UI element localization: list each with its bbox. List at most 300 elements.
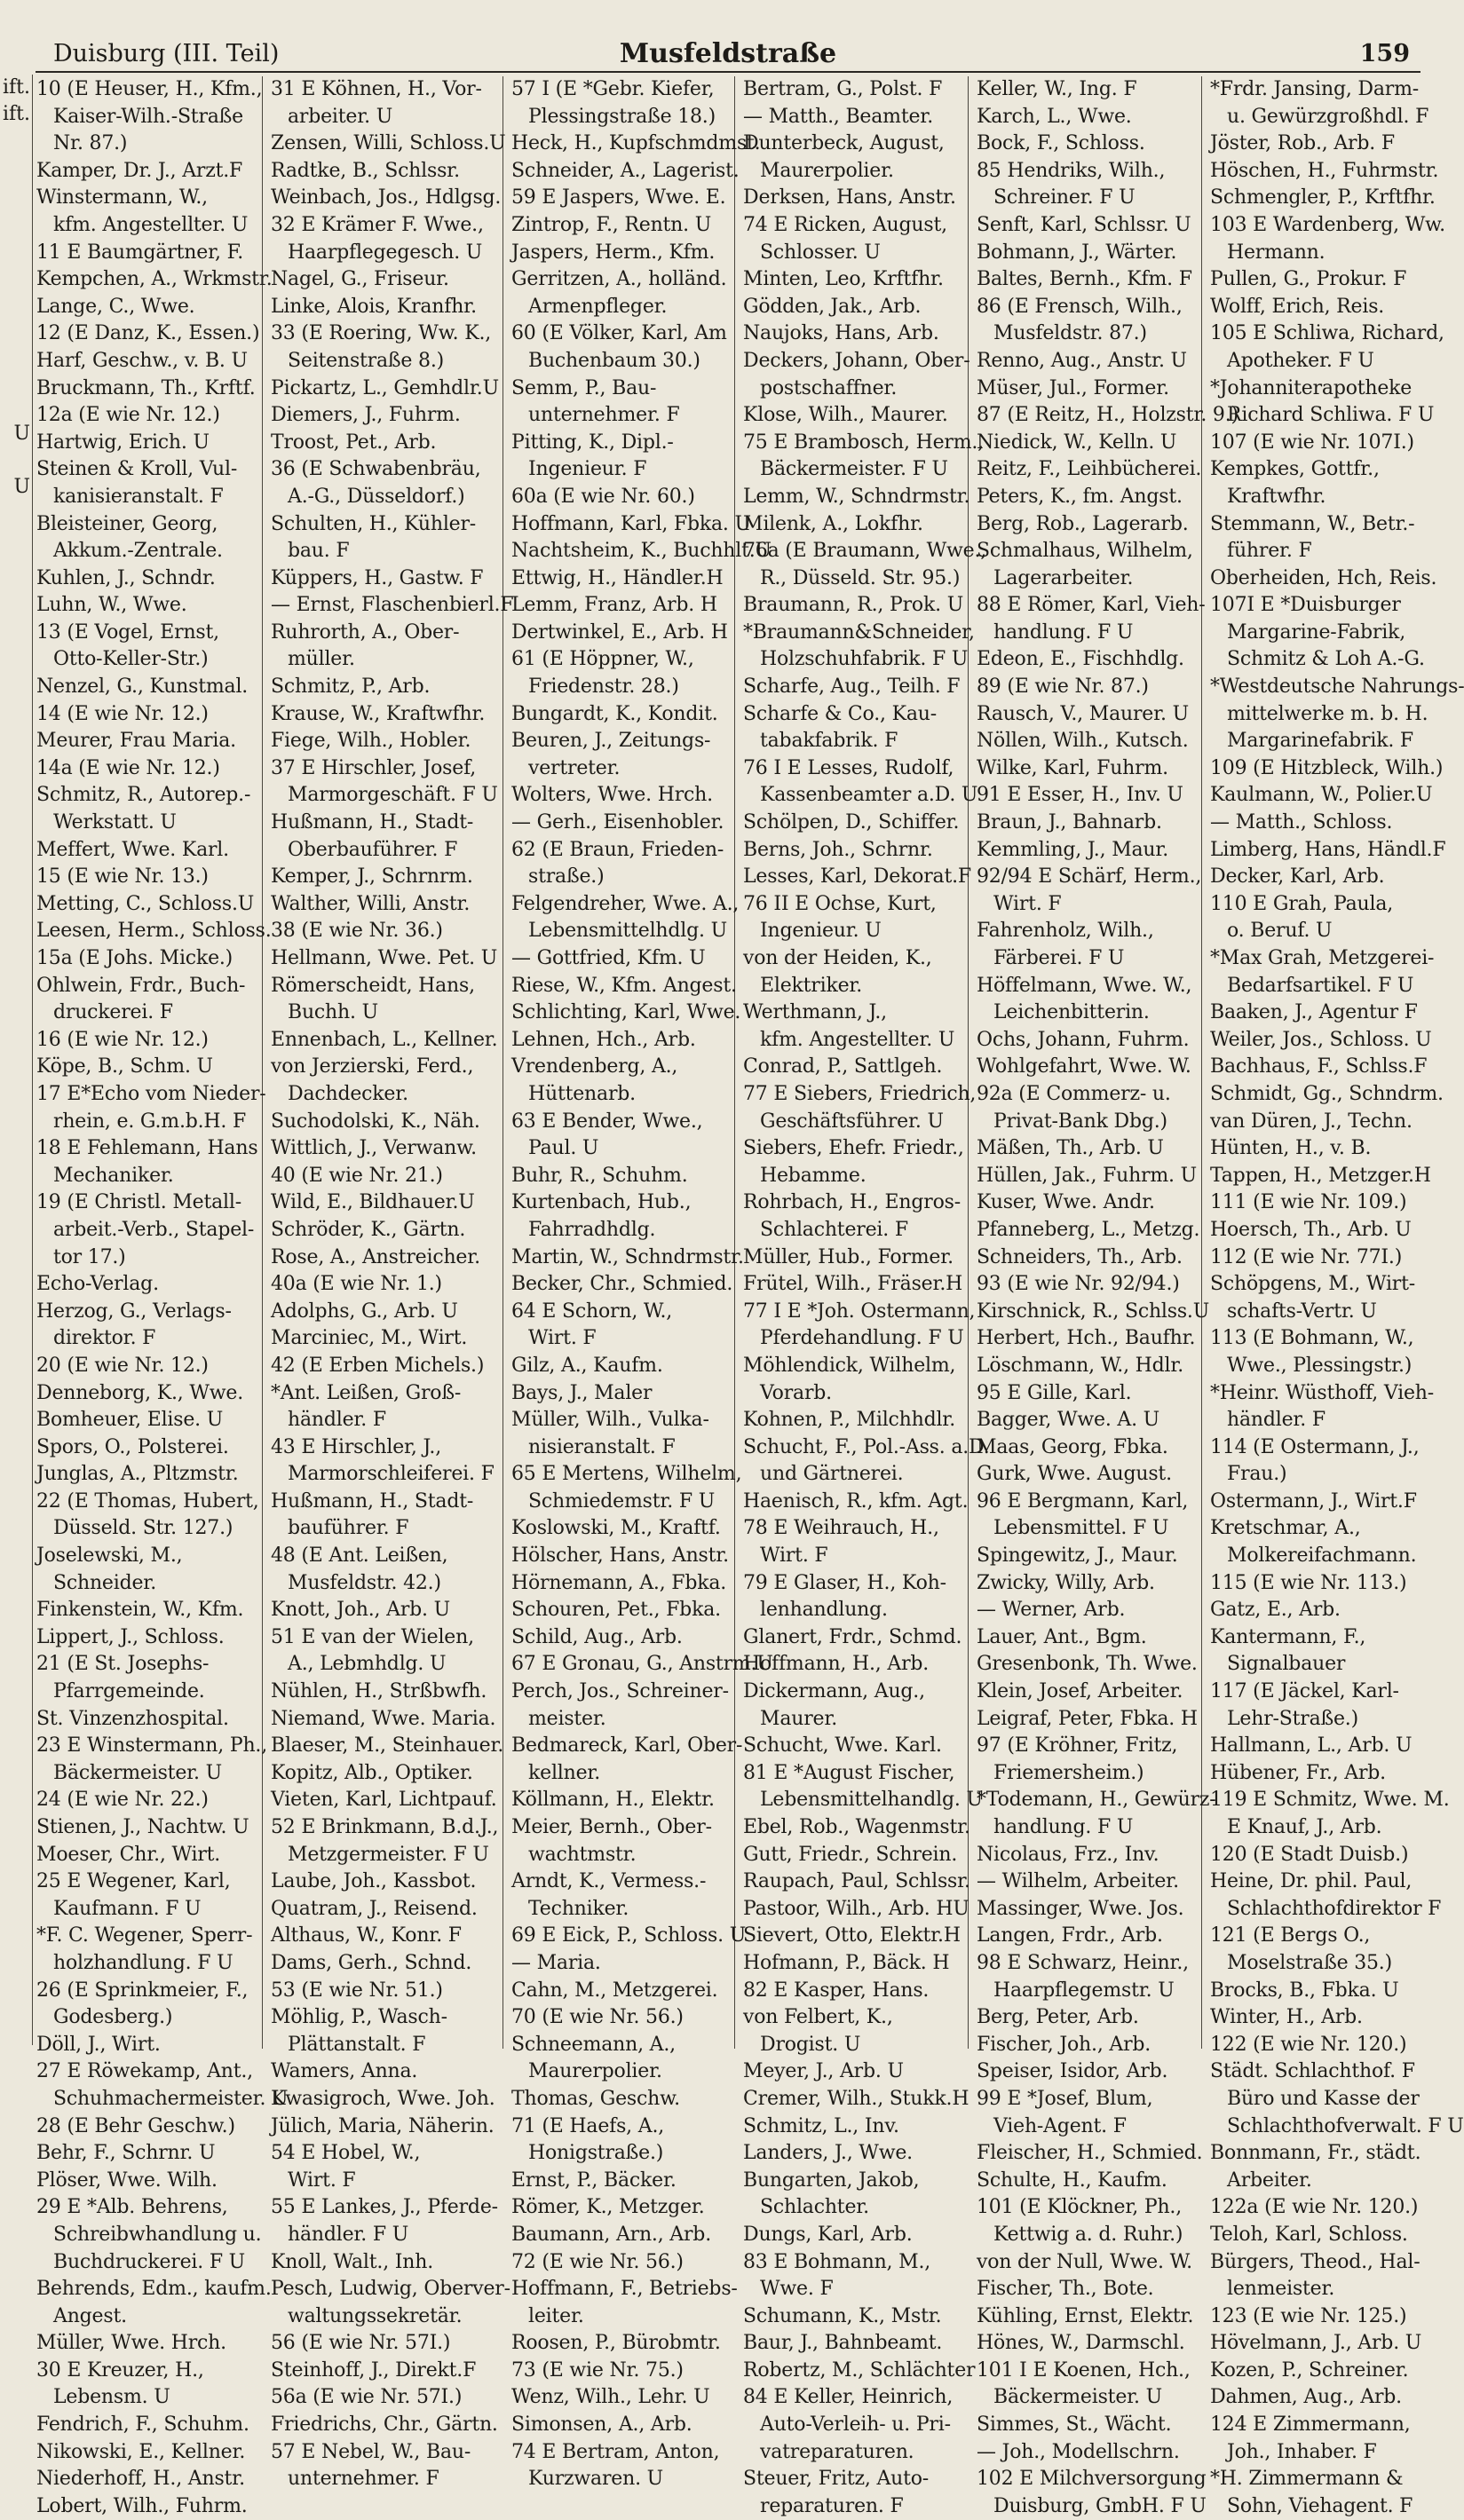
directory-entry-line: 103 E Wardenberg, Ww. — [1210, 213, 1445, 236]
directory-entry-line: Koslowski, M., Kraftf. — [511, 1517, 721, 1540]
directory-entry-line: 77 E Siebers, Friedrich, — [743, 1082, 977, 1105]
directory-entry-line: Berg, Rob., Lagerarb. — [977, 512, 1189, 535]
directory-entry-line: Hofmann, P., Bäck. H — [743, 1951, 950, 1974]
directory-entry-line: Wilke, Karl, Fuhrm. — [977, 756, 1168, 779]
directory-entry-line: Dickermann, Aug., — [743, 1680, 925, 1703]
directory-entry-line: Fleischer, H., Schmied. — [977, 2142, 1203, 2165]
directory-entry-line: Nr. 87.) — [53, 132, 128, 155]
directory-entry-line: Schuhmachermeister. U — [53, 2087, 289, 2110]
directory-entry-line: Spors, O., Polsterei. — [36, 1435, 229, 1458]
directory-entry-line: 54 E Hobel, W., — [271, 2142, 421, 2165]
directory-entry-line: Lagerarbeiter. — [993, 566, 1134, 589]
directory-entry-line: händler. F U — [288, 2223, 409, 2246]
directory-entry-line: Walther, Willi, Anstr. — [271, 892, 471, 915]
directory-entry-line: Stemmann, W., Betr.- — [1210, 512, 1415, 535]
directory-entry-line: Pferdehandlung. F U — [760, 1327, 964, 1350]
directory-entry-line: 31 E Köhnen, H., Vor- — [271, 78, 482, 100]
directory-entry-line: Hönes, W., Darmschl. — [977, 2332, 1185, 2355]
directory-entry-line: Kretschmar, A., — [1210, 1517, 1361, 1540]
directory-entry-line: 19 (E Christl. Metall- — [36, 1191, 241, 1214]
directory-entry-line: 30 E Kreuzer, H., — [36, 2358, 204, 2382]
directory-entry-line: Gresenbonk, Th. Wwe. — [977, 1653, 1198, 1676]
directory-entry-line: 28 (E Behr Geschw.) — [36, 2114, 235, 2137]
directory-entry-line: vatreparaturen. — [760, 2440, 914, 2463]
directory-entry-line: Buchenbaum 30.) — [528, 349, 700, 372]
directory-entry-line: Schmengler, P., Krftfhr. — [1210, 186, 1436, 209]
margin-fragment — [0, 1086, 32, 1113]
directory-entry-line: 12 (E Danz, K., Essen.) — [36, 322, 260, 345]
directory-entry-line: Wolff, Erich, Reis. — [1210, 295, 1385, 318]
directory-entry-line: Zensen, Willi, Schloss.U — [271, 132, 506, 155]
directory-entry-line: 16 (E wie Nr. 12.) — [36, 1028, 209, 1051]
directory-entry-line: tor 17.) — [53, 1245, 126, 1268]
directory-entry-line: Dams, Gerh., Schnd. — [271, 1951, 472, 1974]
directory-entry-line: Bäckermeister. U — [993, 2386, 1162, 2409]
directory-entry-line: Deckers, Johann, Ober- — [743, 349, 970, 372]
directory-entry-line: Werthmann, J., — [743, 1001, 887, 1024]
directory-entry-line: *H. Zimmermann & — [1210, 2468, 1404, 2491]
directory-entry-line: Baaken, J., Agentur F — [1210, 1001, 1418, 1024]
margin-fragment — [0, 394, 32, 421]
directory-entry-line: Peters, K., fm. Angst. — [977, 485, 1183, 508]
directory-entry-line: Bedmareck, Karl, Ober- — [511, 1734, 743, 1758]
directory-entry-line: schafts-Vertr. U — [1227, 1299, 1377, 1323]
directory-entry-line: Vieten, Karl, Lichtpauf. — [271, 1789, 497, 1812]
directory-entry-line: Metzgermeister. F U — [288, 1843, 489, 1866]
directory-entry-line: Hüttenarb. — [528, 1082, 636, 1105]
directory-entry-line: Honigstraße.) — [528, 2142, 664, 2165]
directory-entry-line: Knott, Joh., Arb. U — [271, 1599, 450, 1622]
directory-entry-line: — Gottfried, Kfm. U — [511, 947, 706, 969]
directory-entry-line: Kurtenbach, Hub., — [511, 1191, 692, 1214]
directory-entry-line: kfm. Angestellter. U — [53, 213, 249, 236]
margin-fragment — [0, 1672, 32, 1699]
directory-entry-line: 20 (E wie Nr. 12.) — [36, 1354, 209, 1377]
directory-entry-line: Linke, Alois, Kranfhr. — [271, 295, 477, 318]
directory-entry-line: Düsseld. Str. 127.) — [53, 1517, 233, 1540]
directory-entry-line: Kemper, J., Schrnrm. — [271, 865, 473, 889]
directory-entry-line: Raupach, Paul, Schlssr. — [743, 1870, 970, 1893]
directory-entry-line: Lemm, W., Schndrmstr. — [743, 485, 970, 508]
directory-entry-line: Kuhlen, J., Schndr. — [36, 566, 216, 589]
directory-entry-line: 27 E Röwekamp, Ant., — [36, 2060, 253, 2083]
directory-entry-line: Heck, H., Kupfschmdmst. — [511, 132, 761, 155]
directory-entry-line: Lebensmittelhandlg. U — [760, 1789, 983, 1812]
directory-entry-line: Kopitz, Alb., Optiker. — [271, 1761, 473, 1784]
directory-entry-line: Wirt. F — [760, 1544, 828, 1568]
directory-entry-line: Leesen, Herm., Schloss. — [36, 920, 272, 943]
directory-entry-line: Blaeser, M., Steinhauer. — [271, 1734, 504, 1758]
directory-entry-line: Margarinefabrik. F — [1227, 730, 1413, 753]
directory-entry-line: Suchodolski, K., Näh. — [271, 1110, 480, 1133]
directory-entry-line: Heine, Dr. phil. Paul, — [1210, 1870, 1413, 1893]
directory-entry-line: Junglas, A., Pltzmstr. — [36, 1463, 239, 1486]
directory-entry-line: 78 E Weihrauch, H., — [743, 1517, 939, 1540]
directory-entry-line: Müller, Wilh., Vulka- — [511, 1409, 709, 1432]
directory-entry-line: leiter. — [528, 2304, 584, 2327]
directory-entry-line: Sohn, Viehagent. F — [1227, 2494, 1413, 2517]
directory-entry-line: handlung. F U — [993, 620, 1134, 644]
directory-entry-line: Knoll, Walt., Inh. — [271, 2250, 434, 2273]
directory-entry-line: Seitenstraße 8.) — [288, 349, 445, 372]
directory-entry-line: Fischer, Joh., Arb. — [977, 2033, 1151, 2056]
directory-entry-line: Kwasigroch, Wwe. Joh. — [271, 2087, 495, 2110]
directory-entry-line: 96 E Bergmann, Karl, — [977, 1489, 1189, 1513]
directory-entry-line: Weiler, Jos., Schloss. U — [1210, 1028, 1432, 1051]
directory-entry-line: Ostermann, J., Wirt.F — [1210, 1489, 1417, 1513]
directory-entry-line: Leigraf, Peter, Fbka. H — [977, 1707, 1198, 1730]
directory-entry-line: Cremer, Wilh., Stukk.H — [743, 2087, 969, 2110]
directory-entry-line: Nöllen, Wilh., Kutsch. — [977, 730, 1189, 753]
directory-entry-line: Gurk, Wwe. August. — [977, 1463, 1172, 1486]
directory-entry-line: 101 I E Koenen, Hch., — [977, 2358, 1191, 2382]
directory-entry-line: 122a (E wie Nr. 120.) — [1210, 2196, 1419, 2219]
margin-fragment — [0, 288, 32, 314]
margin-fragment — [0, 794, 32, 820]
directory-entry-line: *Todemann, H., Gewürz- — [977, 1789, 1216, 1812]
directory-entry-line: Möhlendick, Wilhelm, — [743, 1354, 956, 1377]
directory-entry-line: Paul. U — [528, 1137, 599, 1160]
directory-entry-line: arbeit.-Verb., Stapel- — [53, 1218, 255, 1241]
directory-entry-line: Beuren, J., Zeitungs- — [511, 730, 711, 753]
directory-entry-line: Schild, Aug., Arb. — [511, 1625, 683, 1648]
directory-entry-line: 52 E Brinkmann, B.d.J., — [271, 1816, 499, 1838]
directory-entry-line: waltungssekretär. — [288, 2304, 463, 2327]
directory-entry-line: Vrendenberg, A., — [511, 1055, 678, 1078]
directory-entry-line: Signalbauer — [1227, 1653, 1346, 1676]
margin-fragment — [0, 900, 32, 927]
directory-entry-line: unternehmer. F — [528, 404, 680, 427]
directory-entry-line: Schlachthofverwalt. F U — [1227, 2114, 1464, 2137]
directory-entry-line: Teloh, Karl, Schloss. — [1210, 2223, 1408, 2246]
directory-entry-line: 77 I E *Joh. Ostermann, — [743, 1299, 976, 1323]
directory-entry-line: Holzschuhfabrik. F U — [760, 648, 969, 671]
directory-entry-line: 83 E Bohmann, M., — [743, 2250, 931, 2273]
directory-entry-line: Lesses, Karl, Dekorat.F — [743, 865, 971, 889]
directory-entry-line: Martin, W., Schndrmstr. — [511, 1245, 744, 1268]
directory-entry-line: Jülich, Maria, Näherin. — [271, 2114, 495, 2137]
directory-entry-line: Schölpen, D., Schiffer. — [743, 811, 960, 834]
margin-fragment: ift. — [2, 103, 30, 125]
directory-entry-line: Wild, E., Bildhauer.U — [271, 1191, 475, 1214]
margin-fragment — [0, 208, 32, 234]
directory-entry-line: direktor. F — [53, 1327, 156, 1350]
header-city-part: Duisburg (III. Teil) — [53, 40, 280, 67]
directory-entry-line: Kassenbeamter a.D. U — [760, 784, 978, 807]
directory-entry-line: 13 (E Vogel, Ernst, — [36, 620, 219, 644]
directory-entry-line: Akkum.-Zentrale. — [53, 540, 223, 563]
directory-entry-line: Schöpgens, M., Wirt- — [1210, 1273, 1415, 1296]
directory-entry-line: Rohrbach, H., Engros- — [743, 1191, 961, 1214]
margin-fragment — [0, 1592, 32, 1619]
directory-entry-line: Schneider. — [53, 1571, 156, 1594]
directory-entry-line: 21 (E St. Josephs- — [36, 1653, 210, 1676]
directory-entry-line: händler. F — [1227, 1409, 1326, 1432]
directory-entry-line: Kühling, Ernst, Elektr. — [977, 2304, 1194, 2327]
directory-entry-line: Baumann, Arn., Arb. — [511, 2223, 711, 2246]
directory-entry-line: 87 (E Reitz, H., Holzstr. 9.) — [977, 404, 1238, 427]
directory-entry-line: kfm. Angestellter. U — [760, 1028, 955, 1051]
directory-entry-line: 10 (E Heuser, H., Kfm., — [36, 78, 263, 100]
margin-fragment — [0, 554, 32, 581]
directory-entry-line: Echo-Verlag. — [36, 1273, 159, 1296]
directory-entry-line: arbeiter. U — [288, 105, 393, 128]
directory-entry-line: Scharfe, Aug., Teilh. F — [743, 675, 961, 699]
margin-fragment — [0, 367, 32, 394]
directory-entry-line: Wittlich, J., Verwanw. — [271, 1137, 477, 1160]
directory-entry-line: Gödden, Jak., Arb. — [743, 295, 922, 318]
directory-entry-line: Schmitz, R., Autorep.- — [36, 784, 251, 807]
directory-entry-line: Decker, Karl, Arb. — [1210, 865, 1385, 889]
directory-entry-line: Kurzwaren. U — [528, 2468, 664, 2491]
directory-entry-line: straße.) — [528, 865, 605, 889]
directory-entry-line: Schucht, Wwe. Karl. — [743, 1734, 942, 1758]
directory-entry-line: 99 E *Josef, Blum, — [977, 2087, 1153, 2110]
directory-entry-line: Behr, F., Schrnr. U — [36, 2142, 216, 2165]
directory-entry-line: Derksen, Hans, Anstr. — [743, 186, 956, 209]
directory-entry-line: Kaulmann, W., Polier.U — [1210, 784, 1433, 807]
margin-fragment — [0, 1752, 32, 1779]
margin-fragment — [0, 1805, 32, 1832]
directory-entry-line: von Jerzierski, Ferd., — [271, 1055, 474, 1078]
directory-entry-line: Pesch, Ludwig, Oberver- — [271, 2278, 510, 2301]
directory-entry-line: 60a (E wie Nr. 60.) — [511, 485, 695, 508]
directory-entry-line: Schneiders, Th., Arb. — [977, 1245, 1183, 1268]
directory-entry-line: Armenpfleger. — [528, 295, 668, 318]
directory-entry-line: Scharfe & Co., Kau- — [743, 702, 937, 725]
directory-entry-line: Frau.) — [1227, 1463, 1287, 1486]
margin-fragment — [0, 527, 32, 554]
directory-entry-line: Ohlwein, Frdr., Buch- — [36, 974, 246, 997]
directory-entry-line: Kuser, Wwe. Andr. — [977, 1191, 1155, 1214]
directory-entry-line: Meyer, J., Arb. U — [743, 2060, 904, 2083]
margin-fragment — [0, 581, 32, 607]
directory-entry-line: 40a (E wie Nr. 1.) — [271, 1273, 442, 1296]
directory-entry-line: Duisburg, GmbH. F U — [993, 2494, 1207, 2517]
directory-entry-line: Joh., Inhaber. F — [1227, 2440, 1377, 2463]
directory-entry-line: 98 E Schwarz, Heinr., — [977, 1951, 1189, 1974]
directory-entry-line: Schmidt, Gg., Schndrm. — [1210, 1082, 1444, 1105]
directory-entry-line: Spingewitz, J., Maur. — [977, 1544, 1178, 1568]
directory-column-5 — [974, 76, 1238, 2517]
directory-entry-line: Althaus, W., Konr. F — [271, 1924, 462, 1947]
directory-entry-line: 22 (E Thomas, Hubert, — [36, 1489, 259, 1513]
directory-entry-line: Bomheuer, Elise. U — [36, 1409, 224, 1432]
margin-fragment — [0, 740, 32, 767]
directory-entry-line: Glanert, Frdr., Schmd. — [743, 1625, 962, 1648]
directory-entry-line: Steinen & Kroll, Vul- — [36, 458, 238, 481]
directory-entry-line: Hübener, Fr., Arb. — [1210, 1761, 1386, 1784]
directory-entry-line: vertreter. — [528, 756, 621, 779]
directory-entry-line: Herbert, Hch., Baufhr. — [977, 1327, 1196, 1350]
directory-entry-line: Arndt, K., Vermess.- — [511, 1870, 707, 1893]
margin-fragment — [0, 634, 32, 660]
directory-entry-line: Wwe., Plessingstr.) — [1227, 1354, 1413, 1377]
margin-fragment — [0, 1619, 32, 1646]
directory-entry-line: Schmitz & Loh A.-G. — [1227, 648, 1425, 671]
directory-entry-line: 105 E Schliwa, Richard, — [1210, 322, 1444, 345]
directory-entry-line: van Düren, J., Techn. — [1210, 1110, 1413, 1133]
directory-entry-line: Kamper, Dr. J., Arzt.F — [36, 159, 243, 182]
directory-entry-line: 56 (E wie Nr. 57I.) — [271, 2332, 451, 2355]
directory-entry-line: Nikowski, E., Kellner. — [36, 2440, 246, 2463]
directory-entry-line: Haarpflegegesch. U — [288, 241, 483, 264]
directory-entry-line: Kemmling, J., Maur. — [977, 838, 1169, 861]
directory-entry-line: 38 (E wie Nr. 36.) — [271, 920, 443, 943]
directory-entry-line: — Wilhelm, Arbeiter. — [977, 1870, 1179, 1893]
directory-entry-line: Bungarten, Jakob, — [743, 2168, 920, 2192]
directory-entry-line: Berns, Joh., Schrnr. — [743, 838, 933, 861]
directory-entry-line: Roosen, P., Bürobmtr. — [511, 2332, 721, 2355]
directory-entry-line: Gatz, E., Arb. — [1210, 1599, 1341, 1622]
directory-entry-line: Riese, W., Kfm. Angest. — [511, 974, 737, 997]
directory-entry-line: Radtke, B., Schlssr. — [271, 159, 460, 182]
directory-entry-line: Schucht, F., Pol.-Ass. a.D. — [743, 1435, 990, 1458]
margin-fragment — [0, 1273, 32, 1299]
directory-entry-line: A.-G., Düsseldorf.) — [288, 485, 465, 508]
directory-entry-line: Steinhoff, J., Direkt.F — [271, 2358, 477, 2382]
directory-entry-line: nisieranstalt. F — [528, 1435, 676, 1458]
directory-entry-line: Schlachterei. F — [760, 1218, 908, 1241]
directory-entry-line: Jöster, Rob., Arb. F — [1210, 132, 1395, 155]
directory-entry-line: 89 (E wie Nr. 87.) — [977, 675, 1149, 699]
directory-entry-line: Fendrich, F., Schuhm. — [36, 2413, 249, 2437]
margin-fragment — [0, 1113, 32, 1140]
directory-entry-line: Vorarb. — [760, 1381, 832, 1404]
directory-entry-line: 117 (E Jäckel, Karl- — [1210, 1680, 1399, 1703]
margin-fragment: U — [13, 476, 30, 498]
left-margin-fragments — [0, 75, 33, 2045]
directory-entry-line: Braumann, R., Prok. U — [743, 594, 964, 617]
directory-entry-line: Auto-Verleih- u. Pri- — [760, 2413, 951, 2437]
directory-entry-line: Höschen, H., Fuhrmstr. — [1210, 159, 1439, 182]
directory-entry-line: 48 (E Ant. Leißen, — [271, 1544, 448, 1568]
directory-entry-line: Hallmann, L., Arb. U — [1210, 1734, 1413, 1758]
margin-fragment — [0, 447, 32, 474]
directory-entry-line: 88 E Römer, Karl, Vieh- — [977, 594, 1206, 617]
directory-entry-line: Cahn, M., Metzgerei. — [511, 1979, 718, 2002]
directory-entry-line: wachtmstr. — [528, 1843, 637, 1866]
margin-fragment — [0, 873, 32, 900]
margin-fragment — [0, 1379, 32, 1406]
directory-entry-line: Bock, F., Schloss. — [977, 132, 1145, 155]
margin-fragment — [0, 154, 32, 181]
directory-entry-line: Quatram, J., Reisend. — [271, 1897, 478, 1920]
margin-fragment — [0, 1007, 32, 1033]
directory-entry-line: bau. F — [288, 540, 350, 563]
directory-entry-line: Renno, Aug., Anstr. U — [977, 349, 1187, 372]
margin-fragment — [0, 1406, 32, 1433]
directory-entry-line: Schouren, Pet., Fbka. — [511, 1599, 721, 1622]
directory-entry-line: Maas, Georg, Fbka. — [977, 1435, 1168, 1458]
directory-entry-line: 11 E Baumgärtner, F. — [36, 241, 244, 264]
directory-entry-line: Klose, Wilh., Maurer. — [743, 404, 948, 427]
directory-entry-line: Schneider, A., Lagerist. — [511, 159, 740, 182]
directory-entry-line: Bleisteiner, Georg, — [36, 512, 218, 535]
directory-entry-line: Siebers, Ehefr. Friedr., — [743, 1137, 964, 1160]
directory-entry-line: Ingenieur. U — [760, 920, 882, 943]
directory-entry-line: Denneborg, K., Wwe. — [36, 1381, 244, 1404]
directory-entry-line: Keller, W., Ing. F — [977, 78, 1137, 100]
directory-entry-line: Milenk, A., Lokfhr. — [743, 512, 923, 535]
directory-entry-line: Bruckmann, Th., Krftf. — [36, 376, 256, 399]
directory-entry-line: Höffelmann, Wwe. W., — [977, 974, 1192, 997]
directory-entry-line: 15a (E Johs. Micke.) — [36, 947, 233, 969]
margin-fragment — [0, 1433, 32, 1459]
directory-entry-line: Buhr, R., Schuhm. — [511, 1164, 688, 1187]
directory-entry-line: Berg, Peter, Arb. — [977, 2006, 1139, 2029]
directory-entry-line: Maurerpolier. — [760, 159, 894, 182]
directory-entry-line: handlung. F U — [993, 1816, 1134, 1838]
directory-entry-line: Kirschnick, R., Schlss.U — [977, 1299, 1210, 1323]
directory-entry-line: Marciniec, M., Wirt. — [271, 1327, 468, 1350]
directory-entry-line: Simmes, St., Wächt. — [977, 2413, 1172, 2437]
directory-entry-line: 60 (E Völker, Karl, Am — [511, 322, 727, 345]
margin-fragment — [0, 953, 32, 980]
directory-entry-line: holzhandlung. F U — [53, 1951, 233, 1974]
directory-entry-line: und Gärtnerei. — [760, 1463, 904, 1486]
directory-entry-line: Bays, J., Maler — [511, 1381, 653, 1404]
margin-fragment — [0, 1033, 32, 1060]
directory-entry-line: 72 (E wie Nr. 56.) — [511, 2250, 684, 2273]
directory-entry-line: Maurer. — [760, 1707, 838, 1730]
directory-entry-line: 102 E Milchversorgung — [977, 2468, 1207, 2491]
directory-entry-line: Schmiedemstr. F U — [528, 1489, 716, 1513]
directory-entry-line: Zintrop, F., Rentn. U — [511, 213, 712, 236]
directory-entry-line: Möhlig, P., Wasch- — [271, 2006, 447, 2029]
margin-fragment — [0, 687, 32, 714]
directory-entry-line: Lebensmittel. F U — [993, 1517, 1169, 1540]
directory-entry-line: — Maria. — [511, 1951, 601, 1974]
directory-entry-line: Braun, J., Bahnarb. — [977, 811, 1162, 834]
margin-fragment — [0, 181, 32, 208]
directory-entry-line: *Braumann&Schneider, — [743, 620, 975, 644]
directory-entry-line: *Heinr. Wüsthoff, Vieh- — [1210, 1381, 1434, 1404]
directory-entry-line: Bagger, Wwe. A. U — [977, 1409, 1160, 1432]
directory-entry-line: 111 (E wie Nr. 109.) — [1210, 1191, 1407, 1214]
directory-entry-line: 56a (E wie Nr. 57I.) — [271, 2386, 463, 2409]
margin-fragment — [0, 767, 32, 794]
directory-entry-line: Oberbauführer. F — [288, 838, 458, 861]
margin-fragment — [0, 261, 32, 288]
directory-entry-line: — Joh., Modellschrn. — [977, 2440, 1180, 2463]
directory-entry-line: Zwicky, Willy, Arb. — [977, 1571, 1155, 1594]
margin-fragment — [0, 1353, 32, 1379]
directory-entry-line: Plättanstalt. F — [288, 2033, 426, 2056]
directory-entry-line: Küppers, H., Gastw. F — [271, 566, 484, 589]
directory-entry-line: 101 (E Klöckner, Ph., — [977, 2196, 1183, 2219]
directory-entry-line: Lauer, Ant., Bgm. — [977, 1625, 1147, 1648]
directory-entry-line: Mechaniker. — [53, 1164, 174, 1187]
directory-entry-line: Wamers, Anna. — [271, 2060, 418, 2083]
directory-entry-line: Kaufmann. F U — [53, 1897, 202, 1920]
directory-entry-line: Büro und Kasse der — [1227, 2087, 1420, 2110]
directory-entry-line: Kempchen, A., Wrkmstr. — [36, 268, 273, 291]
directory-entry-line: Moeser, Chr., Wirt. — [36, 1843, 221, 1866]
directory-entry-line: Lemm, Franz, Arb. H — [511, 594, 717, 617]
directory-entry-line: Simonsen, A., Arb. — [511, 2413, 692, 2437]
directory-entry-line: Gerritzen, A., holländ. — [511, 268, 727, 291]
directory-entry-line: 76 II E Ochse, Kurt, — [743, 892, 937, 915]
directory-entry-line: Dunterbeck, August, — [743, 132, 945, 155]
directory-entry-line: Löschmann, W., Hdlr. — [977, 1354, 1184, 1377]
directory-entry-line: Bäckermeister. U — [53, 1761, 222, 1784]
directory-entry-line: o. Beruf. U — [1227, 920, 1333, 943]
margin-fragment — [0, 1060, 32, 1086]
directory-entry-line: Müser, Jul., Former. — [977, 376, 1169, 399]
directory-entry-line: 93 (E wie Nr. 92/94.) — [977, 1273, 1180, 1296]
directory-entry-line: 82 E Kasper, Hans. — [743, 1979, 930, 2002]
